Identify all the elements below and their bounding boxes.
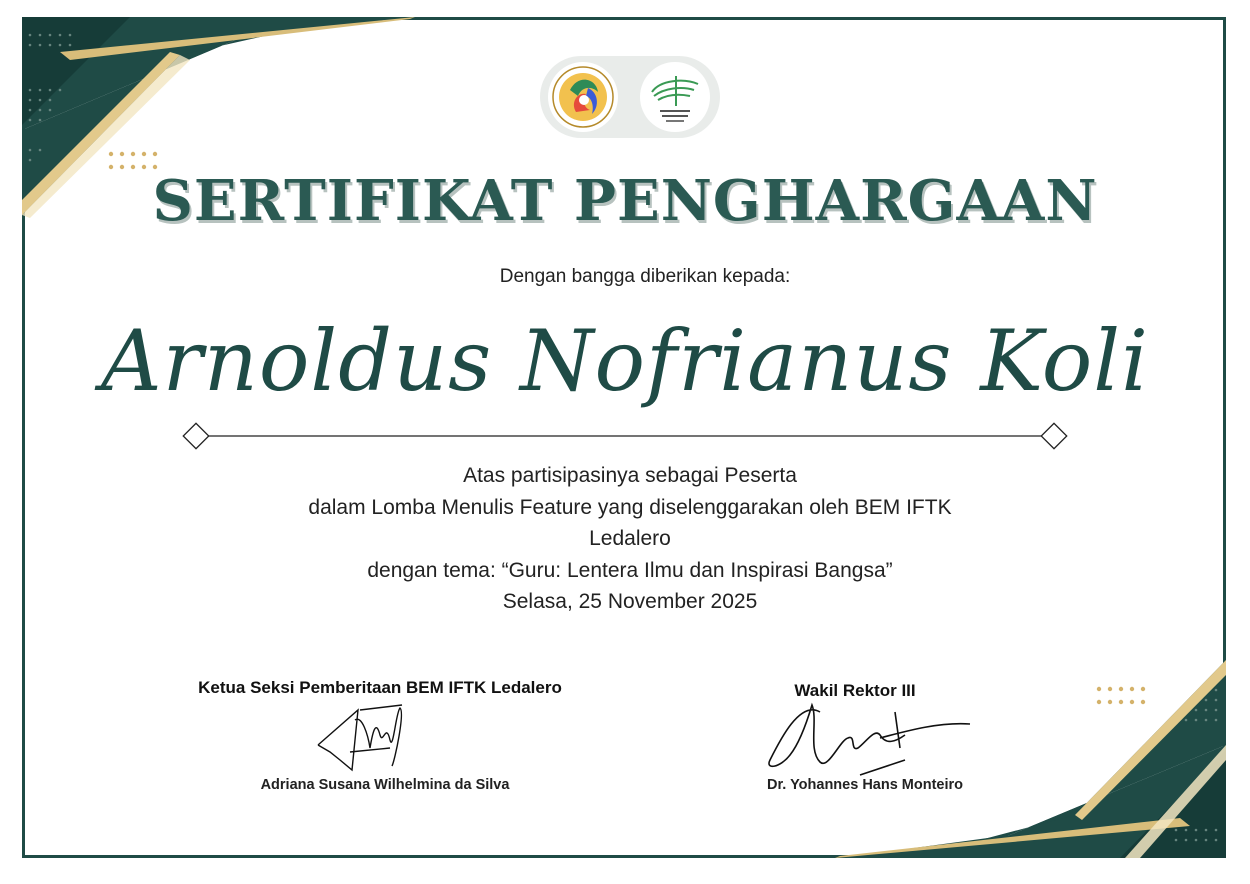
iftk-ledalero-logo: [640, 62, 710, 132]
given-to-label: Dengan bangga diberikan kepada:: [499, 266, 791, 287]
body-line: dengan tema: “Guru: Lentera Ilmu dan Inspirasi Bangsa”: [367, 558, 893, 582]
body-line: Selasa, 25 November 2025: [502, 590, 758, 613]
body-line: Atas partisipasinya sebagai Peserta: [463, 464, 797, 487]
name-divider: [183, 423, 1066, 448]
body-line: Ledalero: [589, 527, 671, 550]
dots-pattern: [109, 152, 157, 169]
right-signatory-name: Dr. Yohannes Hans Monteiro: [766, 777, 964, 793]
right-signatory-role: Wakil Rektor III: [794, 681, 916, 700]
signature-left: [318, 705, 402, 770]
recipient-name: Arnoldus Nofrianus Koli: [100, 312, 1150, 410]
left-signatory-role: Ketua Seksi Pemberitaan BEM IFTK Ledalero: [198, 678, 562, 697]
left-signatory-name: Adriana Susana Wilhelmina da Silva: [260, 777, 510, 793]
logos-badge: [540, 56, 720, 138]
bem-iftk-logo: [548, 62, 618, 132]
signature-right: [769, 705, 970, 775]
certificate-title: SERTIFIKAT PENGHARGAAN: [152, 168, 1098, 234]
body-line: dalam Lomba Menulis Feature yang diselenggarakan oleh BEM IFTK: [308, 495, 952, 519]
certificate-body: [240, 460, 1020, 618]
